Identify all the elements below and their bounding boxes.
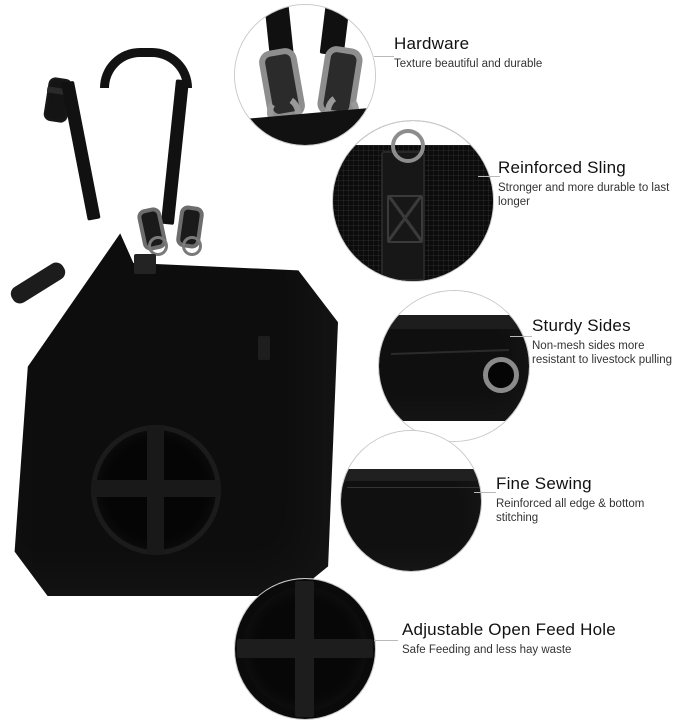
callout-desc-sewing: Reinforced all edge & bottom stitching: [496, 498, 645, 524]
fine-sewing-edge-binding: [340, 469, 482, 481]
callout-desc-sling: Stronger and more durable to last longer: [498, 182, 670, 208]
bag-top-edge: [8, 259, 68, 306]
leader-line-sling: [478, 176, 500, 177]
callout-image-fine-sewing: [340, 430, 482, 572]
callout-text-sturdy-sides: [532, 316, 679, 367]
callout-text-feed-hole: [402, 620, 616, 657]
sturdy-side-top-edge: [378, 315, 530, 329]
callout-title-sling: Reinforced Sling: [498, 158, 626, 177]
callout-title-sides: Sturdy Sides: [532, 316, 631, 335]
bag-top-label: [134, 254, 156, 274]
sling-metal-ring: [391, 129, 425, 163]
left-strap: [61, 81, 100, 221]
feed-hole-vertical-strap: [147, 426, 164, 554]
feed-hole: [96, 430, 216, 550]
sturdy-side-grommet: [483, 357, 519, 393]
callout-image-feed-hole: [234, 578, 376, 720]
callout-title-sewing: Fine Sewing: [496, 474, 592, 493]
callout-text-reinforced-sling: [498, 158, 679, 209]
callout-image-reinforced-sling: [332, 120, 494, 282]
right-strap: [161, 79, 189, 225]
fine-sewing-panel: [340, 469, 482, 572]
snap-clip-ring-right: [182, 236, 202, 256]
brand-tag: [258, 336, 270, 360]
callout-desc-sides: Non-mesh sides more resistant to livestock pulling: [532, 340, 672, 366]
callout-desc-hardware: Texture beautiful and durable: [394, 58, 543, 70]
sling-box-stitch: [387, 195, 423, 243]
feed-hole-vertical-strap: [295, 581, 314, 717]
leader-line-sewing: [474, 492, 496, 493]
callout-title-feed: Adjustable Open Feed Hole: [402, 620, 616, 639]
callout-text-hardware: [394, 34, 542, 71]
leader-line-hardware: [374, 56, 394, 57]
leader-line-sides: [510, 336, 532, 337]
callout-text-fine-sewing: [496, 474, 679, 525]
callout-image-sturdy-sides: [378, 290, 530, 442]
snap-clip-ring-left: [148, 236, 168, 256]
leader-line-feed: [374, 640, 398, 641]
fine-sewing-stitch-line: [347, 487, 481, 488]
callout-title-hardware: Hardware: [394, 34, 470, 53]
callout-desc-feed: Safe Feeding and less hay waste: [402, 644, 572, 656]
